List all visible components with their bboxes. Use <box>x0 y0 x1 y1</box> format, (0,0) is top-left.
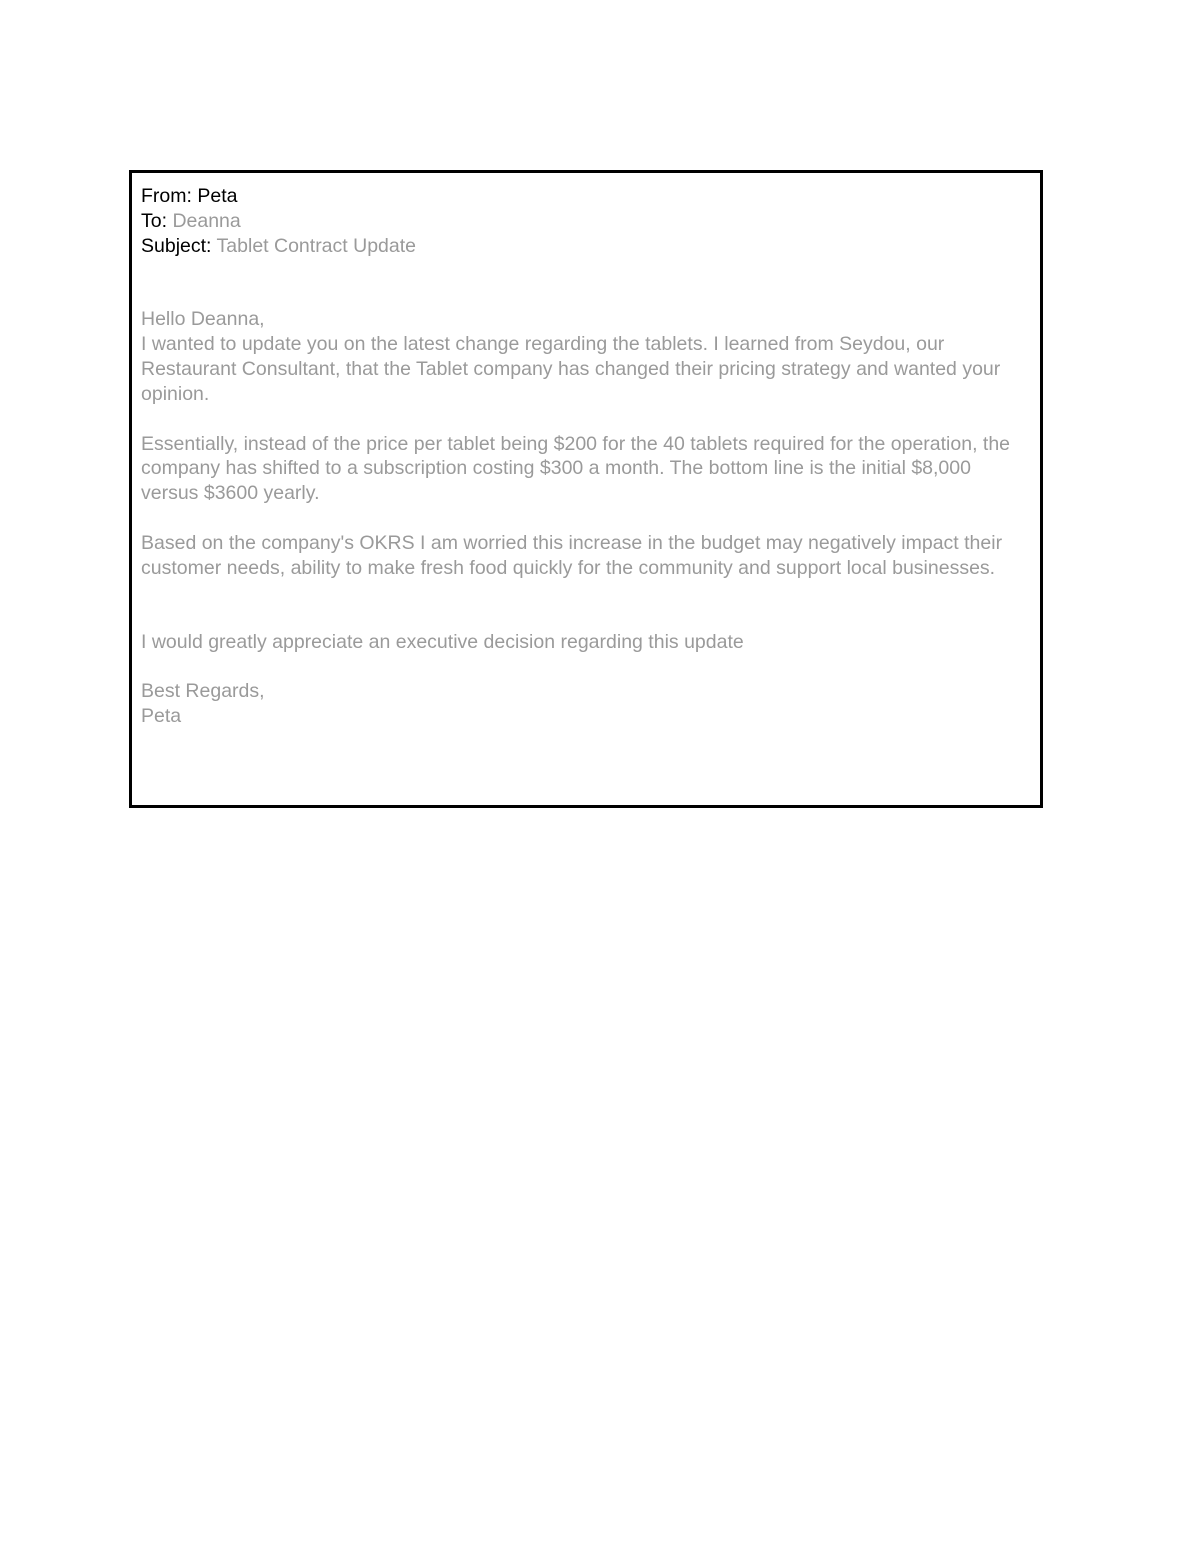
paragraph-spacer <box>141 407 1032 432</box>
paragraph-intro: I wanted to update you on the latest change regarding the tablets. I learned from Seydou, our Restaurant Consultant, that the Tablet company has changed their pricing strategy and wanted your opinion. <box>141 333 1001 405</box>
paragraph-spacer <box>141 581 1032 630</box>
from-value: Peta <box>197 185 238 207</box>
paragraph-concern: Based on the company's OKRS I am worried this increase in the budget may negatively impact their customer needs, ability to make fresh food quickly for the community and support local businesses. <box>141 531 1003 579</box>
paragraph-pricing: Essentially, instead of the price per tablet being $200 for the 40 tablets required for the operation, the company has shifted to a subscription costing $300 a month. The bottom line is the initial $8,000 versus $3600 yearly. <box>141 432 1011 505</box>
subject-value: Tablet Contract Update <box>216 234 416 257</box>
greeting: Hello Deanna, <box>141 308 265 331</box>
email-box <box>129 170 1043 808</box>
subject-line <box>141 234 1032 259</box>
subject-label: Subject: <box>141 234 212 257</box>
signature: Peta <box>141 705 182 728</box>
closing: Best Regards, <box>141 680 265 703</box>
paragraph-spacer <box>141 654 1032 679</box>
header-spacer <box>141 258 1032 307</box>
from-line <box>141 184 1032 209</box>
from-label: From: <box>141 185 192 207</box>
to-value: Deanna <box>172 209 241 232</box>
to-line <box>141 209 1032 234</box>
paragraph-spacer <box>141 506 1032 531</box>
to-label: To: <box>141 209 168 232</box>
paragraph-request: I would greatly appreciate an executive decision regarding this update <box>141 630 744 653</box>
